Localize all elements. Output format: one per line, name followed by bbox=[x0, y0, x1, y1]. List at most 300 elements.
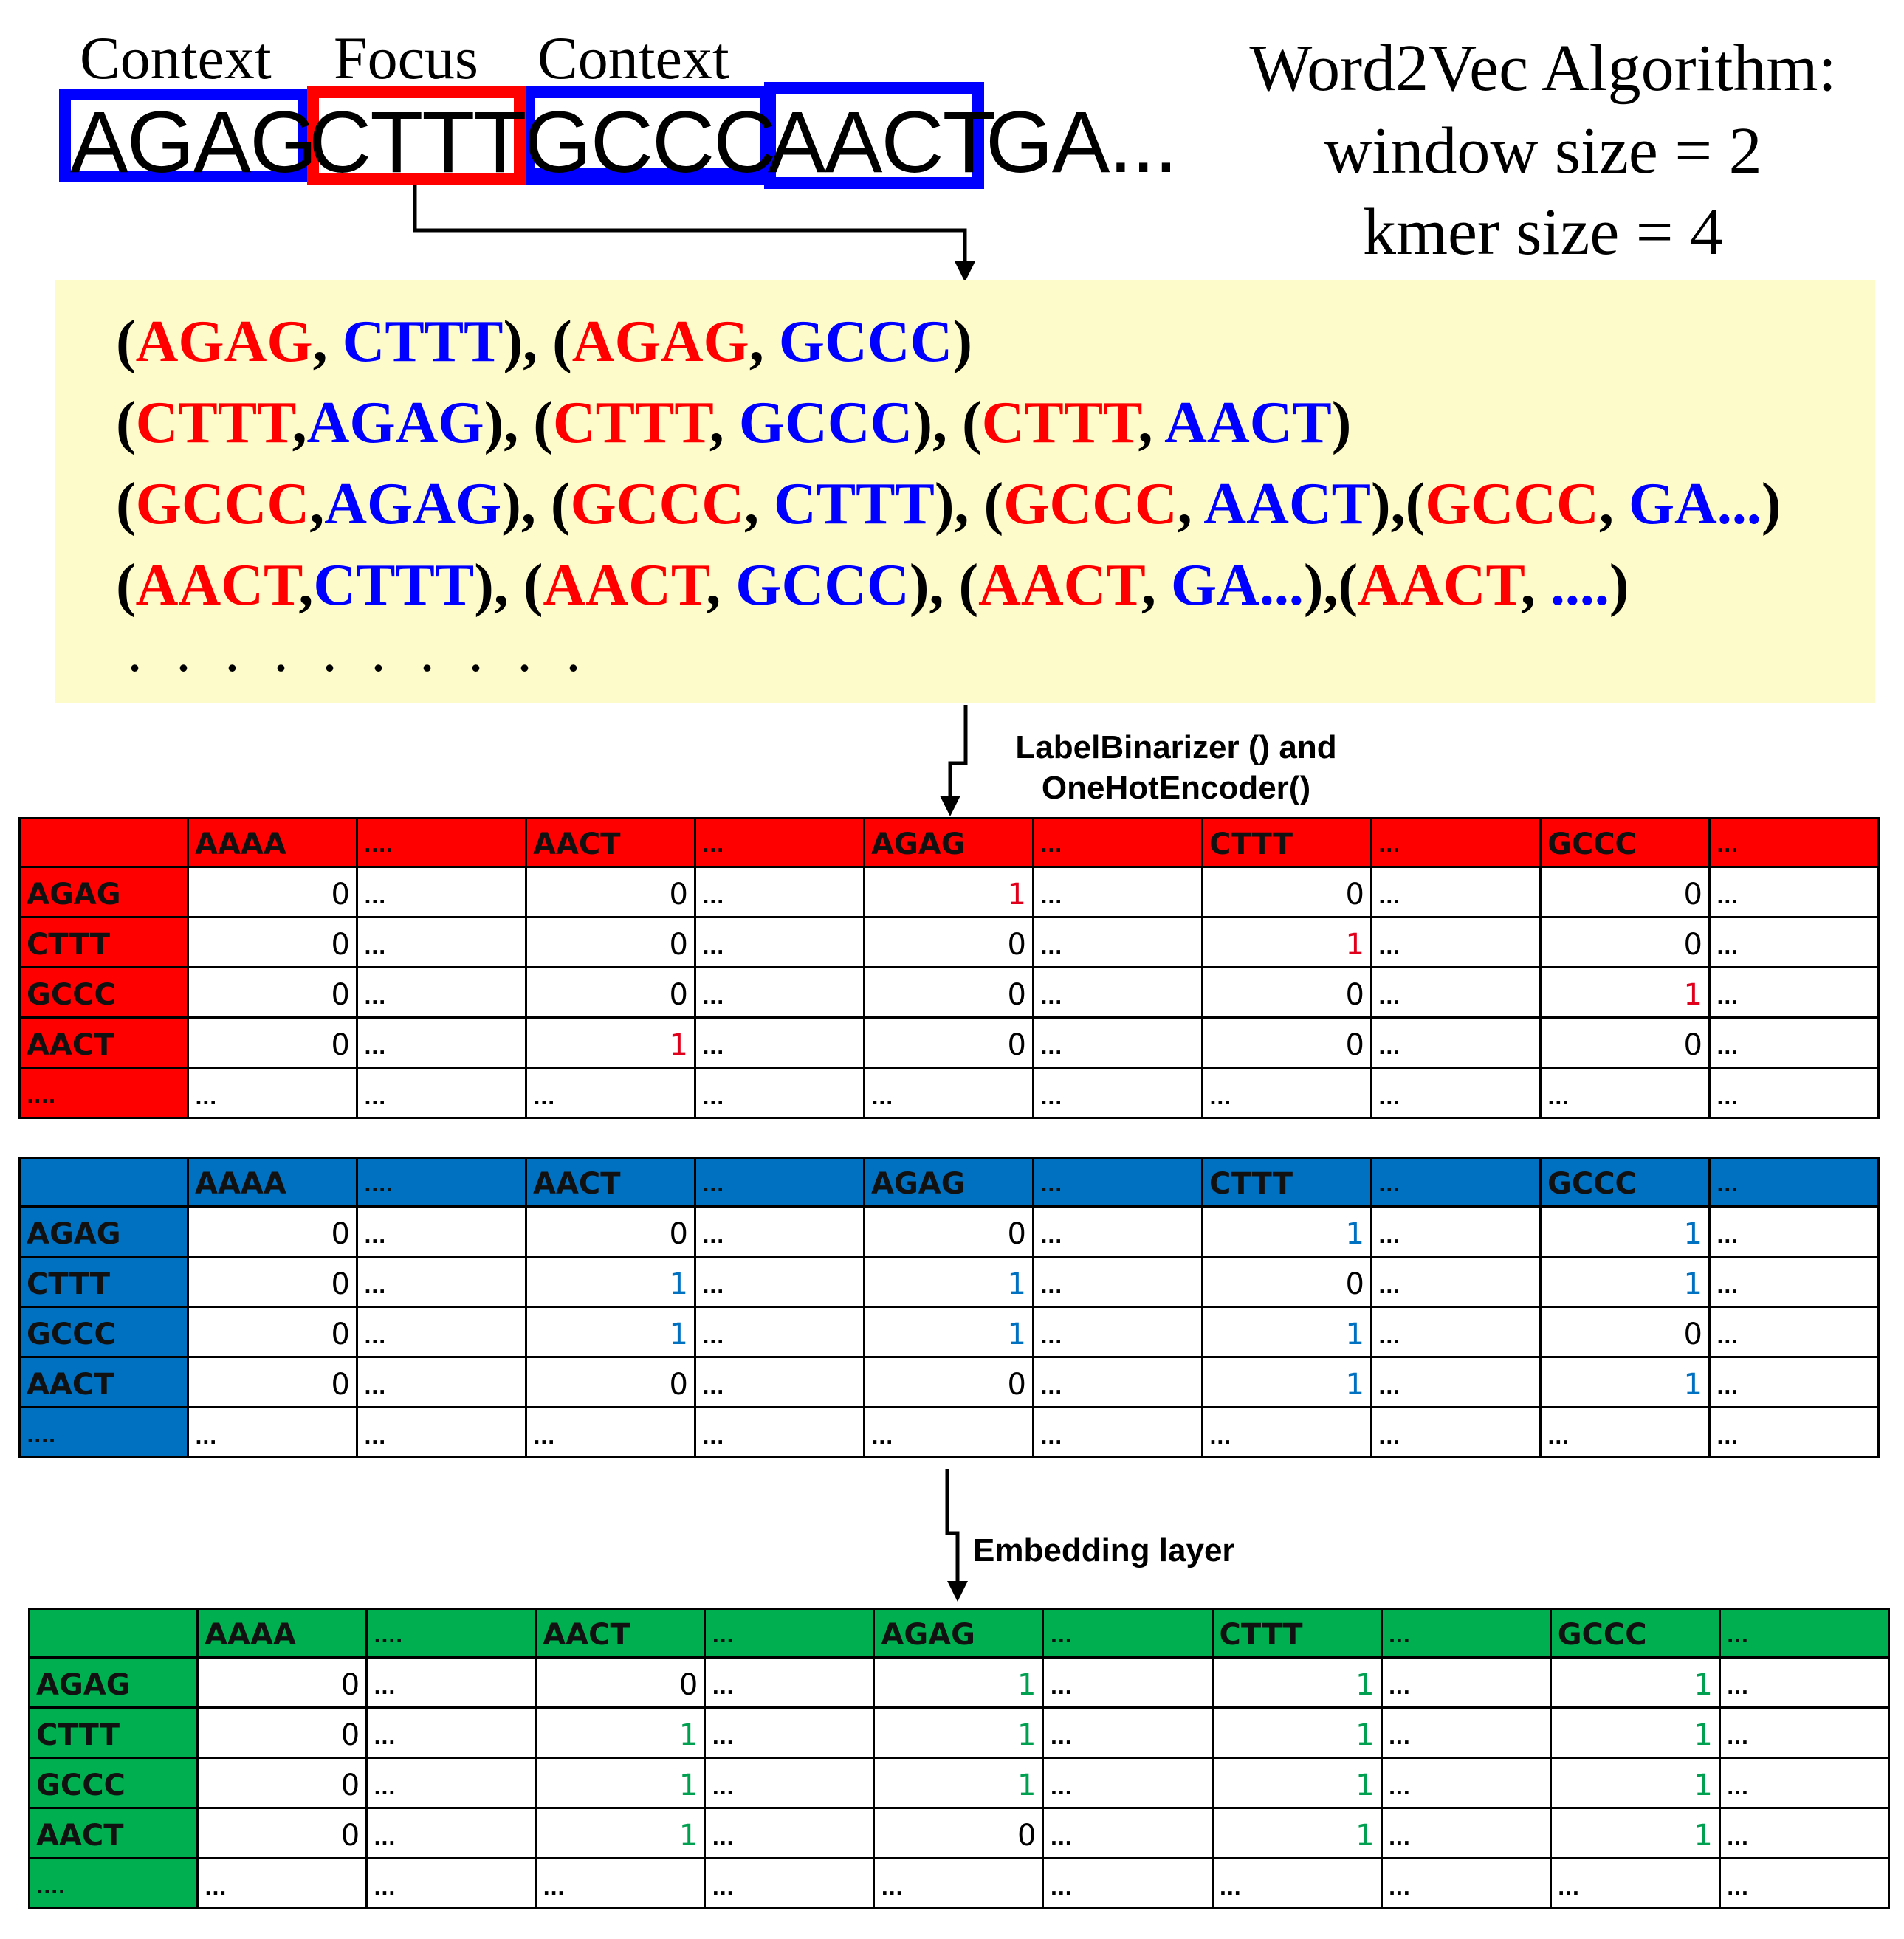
paren-open: ( bbox=[961, 390, 982, 455]
ellipsis-cell: ... bbox=[1372, 1307, 1541, 1357]
row-header: AACT bbox=[20, 1018, 188, 1068]
kmer-aact: AACT bbox=[768, 94, 994, 191]
ellipsis-cell: ... bbox=[1541, 1408, 1710, 1458]
paren-open: ( bbox=[116, 472, 136, 537]
ellipsis-cell: ... bbox=[1719, 1859, 1888, 1909]
pair-separator: , bbox=[520, 472, 551, 537]
ellipsis-cell: ... bbox=[1372, 968, 1541, 1018]
encoder-label-line1: LabelBinarizer () and bbox=[1015, 729, 1337, 765]
value-cell: 0 bbox=[865, 917, 1034, 968]
table-row bbox=[20, 1018, 1879, 1068]
ellipsis-cell: ... bbox=[695, 1357, 865, 1408]
kmer-gccc: GCCC bbox=[524, 94, 775, 191]
value-cell: 1 bbox=[1212, 1708, 1381, 1758]
value-cell: 1 bbox=[1550, 1808, 1719, 1859]
ellipsis-cell: ... bbox=[1381, 1708, 1550, 1758]
ellipsis-cell: ... bbox=[1381, 1808, 1550, 1859]
table-row bbox=[20, 1068, 1879, 1118]
pair-focus-kmer: AACT bbox=[978, 553, 1141, 618]
ellipsis-cell: ... bbox=[1043, 1758, 1212, 1808]
column-header: ... bbox=[1372, 1158, 1541, 1207]
encoder-label bbox=[1003, 727, 1350, 808]
ellipsis-cell: ... bbox=[1710, 1307, 1879, 1357]
arrow-focus-to-pairs bbox=[415, 185, 965, 272]
title-line-kmer-size: kmer size = 4 bbox=[1362, 196, 1724, 269]
paren-close: ) bbox=[501, 472, 521, 537]
pair-comma: , bbox=[1520, 553, 1550, 618]
ellipsis-cell: ... bbox=[357, 867, 526, 917]
column-header: .... bbox=[357, 819, 526, 867]
table-header-row bbox=[20, 819, 1879, 867]
value-cell: 1 bbox=[1541, 1257, 1710, 1307]
ellipsis-cell: ... bbox=[1043, 1658, 1212, 1708]
ellipsis-cell: ... bbox=[1719, 1808, 1888, 1859]
paren-open: ( bbox=[116, 390, 136, 455]
row-header: CTTT bbox=[30, 1708, 198, 1758]
column-header: ... bbox=[1719, 1609, 1888, 1658]
ellipsis-cell: ... bbox=[695, 1068, 865, 1118]
ellipsis-cell: ... bbox=[1719, 1758, 1888, 1808]
pair-comma: , bbox=[1138, 390, 1165, 455]
paren-open: ( bbox=[958, 553, 979, 618]
value-cell: 0 bbox=[865, 968, 1034, 1018]
value-cell: 0 bbox=[865, 1357, 1034, 1408]
column-header: ... bbox=[705, 1609, 874, 1658]
pair-separator: , bbox=[1390, 472, 1406, 537]
value-cell: 0 bbox=[188, 1357, 357, 1408]
ellipsis-cell: ... bbox=[357, 1307, 526, 1357]
value-cell: 1 bbox=[874, 1658, 1043, 1708]
value-cell: 0 bbox=[1203, 867, 1372, 917]
corner-cell bbox=[30, 1609, 198, 1658]
column-header: CTTT bbox=[1212, 1609, 1381, 1658]
value-cell: 0 bbox=[188, 968, 357, 1018]
row-header: CTTT bbox=[20, 1257, 188, 1307]
arrow-pairs-to-onehot bbox=[950, 705, 966, 809]
paren-close: ) bbox=[1609, 553, 1629, 618]
pair-focus-kmer: CTTT bbox=[981, 390, 1138, 455]
column-header: ... bbox=[695, 1158, 865, 1207]
value-cell: 1 bbox=[874, 1758, 1043, 1808]
pair-comma: , bbox=[1598, 472, 1629, 537]
ellipsis-cell: ... bbox=[1034, 917, 1203, 968]
kmer-agag: AGAG bbox=[70, 94, 316, 191]
kmer-tail: GA... bbox=[986, 94, 1177, 191]
ellipsis-cell: ... bbox=[695, 1207, 865, 1257]
ellipsis-cell: ... bbox=[357, 1018, 526, 1068]
value-cell: 1 bbox=[536, 1808, 705, 1859]
paren-close: ) bbox=[484, 390, 504, 455]
column-header: AGAG bbox=[865, 819, 1034, 867]
pair-focus-kmer: GCCC bbox=[1003, 472, 1178, 537]
row-header: AGAG bbox=[30, 1658, 198, 1708]
ellipsis-cell: ... bbox=[695, 1408, 865, 1458]
ellipsis-cell: ... bbox=[1381, 1859, 1550, 1909]
row-header: .... bbox=[20, 1408, 188, 1458]
ellipsis-cell: ... bbox=[536, 1859, 705, 1909]
table-header-row bbox=[30, 1609, 1889, 1658]
paren-open: ( bbox=[116, 553, 136, 618]
context-label-right: Context bbox=[537, 24, 729, 92]
ellipsis-cell: ... bbox=[1372, 1207, 1541, 1257]
value-cell: 1 bbox=[526, 1257, 695, 1307]
column-header: ... bbox=[1034, 819, 1203, 867]
pair-separator: , bbox=[523, 309, 553, 374]
ellipsis-cell: ... bbox=[1710, 1257, 1879, 1307]
column-header: ... bbox=[1710, 819, 1879, 867]
paren-close: ) bbox=[503, 309, 523, 374]
ellipsis-cell: ... bbox=[705, 1708, 874, 1758]
pair-line bbox=[116, 472, 1781, 537]
ellipsis-cell: ... bbox=[188, 1068, 357, 1118]
row-header: .... bbox=[20, 1068, 188, 1118]
ellipsis-cell: ... bbox=[874, 1859, 1043, 1909]
column-header: AACT bbox=[526, 819, 695, 867]
value-cell: 1 bbox=[865, 1307, 1034, 1357]
value-cell: 1 bbox=[1212, 1808, 1381, 1859]
value-cell: 0 bbox=[874, 1808, 1043, 1859]
ellipsis-cell: ... bbox=[367, 1758, 536, 1808]
ellipsis-cell: ... bbox=[1372, 1257, 1541, 1307]
column-header: ... bbox=[1710, 1158, 1879, 1207]
pair-comma: , bbox=[709, 390, 739, 455]
ellipsis-cell: ... bbox=[1710, 1018, 1879, 1068]
value-cell: 0 bbox=[865, 1018, 1034, 1068]
ellipsis-cell: ... bbox=[1372, 1357, 1541, 1408]
pair-separator: , bbox=[504, 390, 534, 455]
ellipsis-cell: ... bbox=[357, 1408, 526, 1458]
ellipsis-cell: ... bbox=[367, 1808, 536, 1859]
pair-focus-kmer: GCCC bbox=[1425, 472, 1599, 537]
value-cell: 0 bbox=[1203, 1257, 1372, 1307]
table-row bbox=[30, 1658, 1889, 1708]
paren-open: ( bbox=[1338, 553, 1358, 618]
ellipsis-cell: ... bbox=[357, 1207, 526, 1257]
pair-comma: , bbox=[312, 309, 343, 374]
column-header: ... bbox=[695, 819, 865, 867]
value-cell: 1 bbox=[1550, 1708, 1719, 1758]
paren-close: ) bbox=[913, 390, 932, 455]
ellipsis-cell: ... bbox=[526, 1408, 695, 1458]
value-cell: 1 bbox=[865, 867, 1034, 917]
value-cell: 1 bbox=[1212, 1758, 1381, 1808]
title-line-window-size: window size = 2 bbox=[1324, 114, 1762, 187]
pair-comma: , bbox=[706, 553, 736, 618]
paren-close: ) bbox=[1331, 390, 1352, 455]
pair-focus-kmer: CTTT bbox=[135, 390, 292, 455]
value-cell: 1 bbox=[1541, 1357, 1710, 1408]
focus-label: Focus bbox=[334, 24, 478, 92]
paren-open: ( bbox=[983, 472, 1004, 537]
encoder-label-line2: OneHotEncoder() bbox=[1041, 770, 1311, 806]
paren-open: ( bbox=[533, 390, 553, 455]
value-cell: 0 bbox=[865, 1207, 1034, 1257]
paren-close: ) bbox=[1761, 472, 1781, 537]
ellipsis-cell: ... bbox=[1043, 1708, 1212, 1758]
ellipsis-cell: ... bbox=[695, 968, 865, 1018]
ellipsis-cell: ... bbox=[1372, 867, 1541, 917]
table-header-row bbox=[20, 1158, 1879, 1207]
ellipsis-cell: ... bbox=[1034, 1207, 1203, 1257]
ellipsis-cell: ... bbox=[705, 1859, 874, 1909]
value-cell: 0 bbox=[1541, 917, 1710, 968]
row-header: CTTT bbox=[20, 917, 188, 968]
paren-open: ( bbox=[116, 309, 136, 374]
ellipsis-cell: ... bbox=[188, 1408, 357, 1458]
pair-focus-kmer: GCCC bbox=[570, 472, 745, 537]
pair-comma: , bbox=[749, 309, 779, 374]
ellipsis-cell: ... bbox=[526, 1068, 695, 1118]
arrowhead-icon bbox=[947, 1581, 968, 1602]
pair-context-kmer: AGAG bbox=[306, 390, 484, 455]
value-cell: 1 bbox=[1541, 968, 1710, 1018]
row-header: AACT bbox=[20, 1357, 188, 1408]
ellipsis-cell: ... bbox=[1550, 1859, 1719, 1909]
value-cell: 1 bbox=[526, 1307, 695, 1357]
column-header: AAAA bbox=[188, 819, 357, 867]
embedding-layer-label: Embedding layer bbox=[973, 1532, 1235, 1568]
ellipsis-cell: ... bbox=[1203, 1068, 1372, 1118]
ellipsis-cell: ... bbox=[367, 1859, 536, 1909]
value-cell: 0 bbox=[526, 1207, 695, 1257]
ellipsis-cell: ... bbox=[705, 1808, 874, 1859]
paren-close: ) bbox=[934, 472, 955, 537]
embedding-table bbox=[28, 1608, 1890, 1909]
value-cell: 1 bbox=[1203, 1207, 1372, 1257]
pair-separator: , bbox=[954, 472, 984, 537]
training-pairs-panel bbox=[55, 280, 1875, 703]
value-cell: 1 bbox=[1550, 1758, 1719, 1808]
column-header: GCCC bbox=[1541, 1158, 1710, 1207]
ellipsis-cell: ... bbox=[1034, 1068, 1203, 1118]
ellipsis-cell: ... bbox=[695, 917, 865, 968]
ellipsis-cell: ... bbox=[357, 968, 526, 1018]
value-cell: 0 bbox=[1541, 867, 1710, 917]
ellipsis-cell: ... bbox=[1710, 867, 1879, 917]
paren-open: ( bbox=[523, 553, 543, 618]
value-cell: 0 bbox=[1203, 1018, 1372, 1068]
pair-focus-kmer: AACT bbox=[543, 553, 707, 618]
arrowhead-icon bbox=[940, 796, 960, 816]
pair-comma: , bbox=[1141, 553, 1171, 618]
ellipsis-cell: ... bbox=[1372, 1068, 1541, 1118]
ellipsis-cell: ... bbox=[695, 867, 865, 917]
value-cell: 0 bbox=[1203, 968, 1372, 1018]
value-cell: 0 bbox=[526, 867, 695, 917]
table-row bbox=[20, 1408, 1879, 1458]
ellipsis-cell: ... bbox=[367, 1708, 536, 1758]
ellipsis-cell: ... bbox=[357, 1068, 526, 1118]
column-header: .... bbox=[367, 1609, 536, 1658]
value-cell: 0 bbox=[526, 917, 695, 968]
column-header: ... bbox=[1381, 1609, 1550, 1658]
value-cell: 0 bbox=[188, 867, 357, 917]
context-onehot-table bbox=[18, 1157, 1880, 1458]
context-label-left: Context bbox=[80, 24, 272, 92]
ellipsis-cell: ... bbox=[357, 1257, 526, 1307]
value-cell: 1 bbox=[1203, 917, 1372, 968]
ellipsis-cell: ... bbox=[1034, 867, 1203, 917]
ellipsis-cell: ... bbox=[1372, 1408, 1541, 1458]
pair-comma: , bbox=[744, 472, 774, 537]
ellipsis-cell: ... bbox=[865, 1408, 1034, 1458]
paren-close: ) bbox=[1303, 553, 1324, 618]
table-row bbox=[20, 1357, 1879, 1408]
pair-separator: , bbox=[1323, 553, 1338, 618]
ellipsis-cell: ... bbox=[1710, 1408, 1879, 1458]
value-cell: 0 bbox=[188, 917, 357, 968]
column-header: CTTT bbox=[1203, 1158, 1372, 1207]
arrow-context-to-embedding bbox=[947, 1469, 958, 1594]
paren-close: ) bbox=[1370, 472, 1391, 537]
ellipsis-cell: ... bbox=[1043, 1859, 1212, 1909]
value-cell: 1 bbox=[1550, 1658, 1719, 1708]
pair-focus-kmer: AGAG bbox=[571, 309, 749, 374]
column-header: GCCC bbox=[1541, 819, 1710, 867]
arrowhead-icon bbox=[955, 261, 975, 282]
pair-context-kmer: GCCC bbox=[738, 390, 913, 455]
ellipsis-cell: ... bbox=[1034, 1357, 1203, 1408]
column-header: ... bbox=[1372, 819, 1541, 867]
pair-comma: , bbox=[1177, 472, 1204, 537]
paren-open: ( bbox=[552, 309, 572, 374]
ellipsis-cell: ... bbox=[705, 1658, 874, 1708]
row-header: GCCC bbox=[20, 1307, 188, 1357]
value-cell: 0 bbox=[1541, 1307, 1710, 1357]
title-line-algorithm: Word2Vec Algorithm: bbox=[1249, 32, 1837, 105]
value-cell: 0 bbox=[526, 968, 695, 1018]
value-cell: 0 bbox=[188, 1018, 357, 1068]
ellipsis-cell: ... bbox=[695, 1257, 865, 1307]
ellipsis-cell: ... bbox=[705, 1758, 874, 1808]
ellipsis-cell: ... bbox=[695, 1018, 865, 1068]
ellipsis-cell: ... bbox=[1372, 917, 1541, 968]
ellipsis-cell: ... bbox=[357, 1357, 526, 1408]
corner-cell bbox=[20, 1158, 188, 1207]
pair-focus-kmer: CTTT bbox=[552, 390, 709, 455]
column-header: AAAA bbox=[188, 1158, 357, 1207]
pair-focus-kmer: AACT bbox=[135, 553, 299, 618]
value-cell: 0 bbox=[526, 1357, 695, 1408]
pair-separator: , bbox=[932, 390, 962, 455]
row-header: GCCC bbox=[20, 968, 188, 1018]
pair-separator: , bbox=[493, 553, 523, 618]
table-row bbox=[30, 1708, 1889, 1758]
ellipsis-cell: ... bbox=[1034, 1307, 1203, 1357]
pair-comma: , bbox=[298, 553, 314, 618]
kmer-cttt: CTTT bbox=[309, 94, 526, 191]
table-row bbox=[20, 867, 1879, 917]
table-row bbox=[20, 1207, 1879, 1257]
table-row bbox=[20, 917, 1879, 968]
column-header: AACT bbox=[526, 1158, 695, 1207]
pair-context-kmer: GCCC bbox=[735, 553, 910, 618]
value-cell: 0 bbox=[198, 1658, 367, 1708]
value-cell: 1 bbox=[1212, 1658, 1381, 1708]
pair-line bbox=[116, 390, 1352, 455]
pair-context-kmer: AACT bbox=[1203, 472, 1371, 537]
ellipsis-cell: ... bbox=[865, 1068, 1034, 1118]
focus-onehot-table bbox=[18, 817, 1880, 1119]
pair-context-kmer: GA... bbox=[1628, 472, 1762, 537]
ellipsis-cell: ... bbox=[1710, 1068, 1879, 1118]
ellipsis-cell: ... bbox=[1203, 1408, 1372, 1458]
row-header: .... bbox=[30, 1859, 198, 1909]
value-cell: 0 bbox=[198, 1708, 367, 1758]
corner-cell bbox=[20, 819, 188, 867]
table-row bbox=[20, 1307, 1879, 1357]
pair-context-kmer: CTTT bbox=[342, 309, 504, 374]
value-cell: 0 bbox=[188, 1307, 357, 1357]
table-row bbox=[20, 1257, 1879, 1307]
ellipsis-cell: ... bbox=[1710, 1357, 1879, 1408]
table-row bbox=[30, 1758, 1889, 1808]
value-cell: 0 bbox=[198, 1758, 367, 1808]
pair-focus-kmer: AGAG bbox=[135, 309, 313, 374]
value-cell: 1 bbox=[536, 1758, 705, 1808]
value-cell: 1 bbox=[874, 1708, 1043, 1758]
column-header: AAAA bbox=[198, 1609, 367, 1658]
ellipsis-cell: ... bbox=[1710, 968, 1879, 1018]
pair-context-kmer: AGAG bbox=[324, 472, 502, 537]
pair-line bbox=[116, 309, 972, 374]
pair-focus-kmer: AACT bbox=[1358, 553, 1521, 618]
value-cell: 1 bbox=[1203, 1357, 1372, 1408]
paren-close: ) bbox=[474, 553, 494, 618]
value-cell: 1 bbox=[1203, 1307, 1372, 1357]
ellipsis-cell: ... bbox=[1541, 1068, 1710, 1118]
ellipsis-cell: ... bbox=[1034, 1408, 1203, 1458]
pair-context-kmer: GA... bbox=[1170, 553, 1304, 618]
column-header: AACT bbox=[536, 1609, 705, 1658]
pair-focus-kmer: GCCC bbox=[135, 472, 310, 537]
pair-context-kmer: CTTT bbox=[313, 553, 475, 618]
column-header: GCCC bbox=[1550, 1609, 1719, 1658]
paren-open: ( bbox=[1405, 472, 1426, 537]
pairs-continuation: . . . . . . . . . . bbox=[129, 632, 592, 681]
ellipsis-cell: ... bbox=[1710, 1207, 1879, 1257]
row-header: AGAG bbox=[20, 867, 188, 917]
column-header: ... bbox=[1043, 1609, 1212, 1658]
column-header: AGAG bbox=[865, 1158, 1034, 1207]
pair-separator: , bbox=[929, 553, 959, 618]
value-cell: 0 bbox=[188, 1207, 357, 1257]
ellipsis-cell: ... bbox=[357, 917, 526, 968]
paren-close: ) bbox=[952, 309, 972, 374]
pair-line bbox=[116, 553, 1629, 618]
value-cell: 0 bbox=[536, 1658, 705, 1708]
row-header: AACT bbox=[30, 1808, 198, 1859]
column-header: AGAG bbox=[874, 1609, 1043, 1658]
value-cell: 0 bbox=[188, 1257, 357, 1307]
row-header: AGAG bbox=[20, 1207, 188, 1257]
table-row bbox=[20, 968, 1879, 1018]
pair-comma: , bbox=[309, 472, 325, 537]
ellipsis-cell: ... bbox=[1719, 1658, 1888, 1708]
ellipsis-cell: ... bbox=[1381, 1758, 1550, 1808]
ellipsis-cell: ... bbox=[1381, 1658, 1550, 1708]
paren-close: ) bbox=[909, 553, 929, 618]
ellipsis-cell: ... bbox=[1034, 968, 1203, 1018]
ellipsis-cell: ... bbox=[1043, 1808, 1212, 1859]
column-header: ... bbox=[1034, 1158, 1203, 1207]
pair-comma: , bbox=[292, 390, 307, 455]
value-cell: 1 bbox=[1541, 1207, 1710, 1257]
pair-context-kmer: CTTT bbox=[774, 472, 935, 537]
paren-open: ( bbox=[550, 472, 571, 537]
table-row bbox=[30, 1859, 1889, 1909]
ellipsis-cell: ... bbox=[1719, 1708, 1888, 1758]
